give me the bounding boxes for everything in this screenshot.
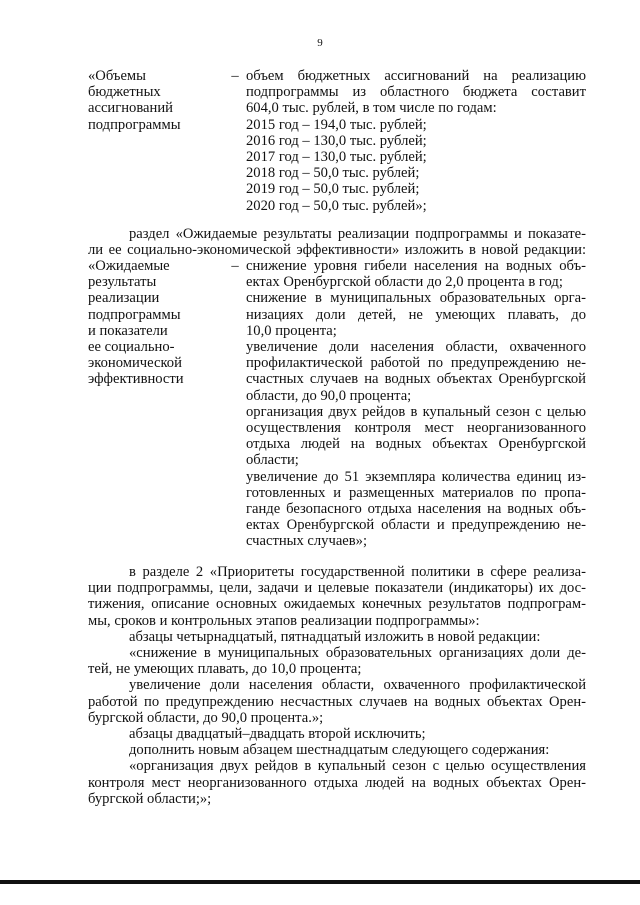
budget-line: подпрограммы из областного бюджета составит bbox=[246, 84, 586, 101]
budget-year-line: 2018 год – 50,0 тыс. рублей; bbox=[246, 165, 420, 182]
expected-label-line: реализации bbox=[88, 290, 160, 307]
budget-line: объем бюджетных ассигнований на реализацию bbox=[246, 68, 586, 84]
expected-line: ектах Оренбургской области до 2,0 процента в год; bbox=[246, 274, 563, 291]
expected-label-line: результаты bbox=[88, 274, 157, 291]
expected-line: организация двух рейдов в купальный сезон с целью bbox=[246, 403, 586, 420]
expected-line: счастных случаев»; bbox=[246, 533, 368, 550]
expected-line: увеличение до 51 экземпляра количества единиц из- bbox=[246, 468, 586, 485]
budget-volumes-block bbox=[88, 68, 586, 214]
paragraph-line: тижения, описание основных ожидаемых конечных результатов подпрограм- bbox=[88, 596, 586, 613]
paragraph-line: ли ее социально-экономической эффективности» изложить в новой редакции: bbox=[88, 242, 586, 259]
expected-line: готовленных и размещенных материалов по пропа- bbox=[246, 484, 586, 501]
expected-line: 10,0 процента; bbox=[246, 322, 337, 339]
budget-label-line: «Объемы bbox=[88, 68, 146, 84]
expected-line: снижение в муниципальных образовательных орга- bbox=[246, 290, 586, 307]
expected-label-line: эффективности bbox=[88, 371, 184, 388]
paragraph-line: контроля мест неорганизованного отдыха людей на водных объектах Орен- bbox=[88, 774, 586, 791]
paragraph-line: бургской области, до 90,0 процента.»; bbox=[88, 709, 324, 726]
expected-label-line: подпрограммы bbox=[88, 306, 181, 323]
expected-line: ганде безопасного отдыха населения на водных объ- bbox=[246, 501, 586, 518]
budget-dash: – bbox=[231, 68, 239, 84]
expected-text bbox=[246, 258, 586, 550]
budget-label-line: бюджетных bbox=[88, 84, 161, 101]
budget-label-line: ассигнований bbox=[88, 100, 173, 117]
page-number: 9 bbox=[317, 37, 323, 49]
expected-label-line: «Ожидаемые bbox=[88, 258, 170, 274]
bottom-rule bbox=[0, 880, 640, 884]
paragraph-line: «организация двух рейдов в купальный сезон с целью осуществления bbox=[129, 758, 586, 775]
expected-label bbox=[88, 258, 224, 550]
budget-year-line: 2016 год – 130,0 тыс. рублей; bbox=[246, 132, 427, 149]
paragraph-line: тей, не умеющих плавать, до 10,0 процента; bbox=[88, 661, 362, 678]
paragraph-line: раздел «Ожидаемые результаты реализации подпрограммы и показате- bbox=[129, 226, 586, 242]
paragraph-line: мы, сроков и контрольных этапов реализации подпрограммы»: bbox=[88, 612, 480, 629]
expected-line: осуществления контроля мест неорганизованного bbox=[246, 420, 586, 437]
expected-line: области, до 90,0 процента; bbox=[246, 387, 412, 404]
paragraph-line: бургской области;»; bbox=[88, 790, 212, 807]
paragraph-line: в разделе 2 «Приоритеты государственной политики в сфере реализа- bbox=[129, 564, 586, 580]
expected-label-line: и показатели bbox=[88, 322, 168, 339]
paragraph-line: работой по предупреждению несчастных случаев на водных объектах Орен- bbox=[88, 693, 586, 710]
budget-year-line: 2020 год – 50,0 тыс. рублей»; bbox=[246, 197, 427, 214]
paragraph-line: абзацы четырнадцатый, пятнадцатый изложить в новой редакции: bbox=[129, 628, 541, 645]
paragraph-line: ции подпрограммы, цели, задачи и целевые показатели (индикаторы) их дос- bbox=[88, 580, 586, 597]
paragraph-line: абзацы двадцатый–двадцать второй исключить; bbox=[129, 726, 426, 743]
expected-line: отдыха людей на водных объектах Оренбургской bbox=[246, 436, 586, 453]
expected-label-line: ее социально- bbox=[88, 339, 175, 356]
budget-label-line: подпрограммы bbox=[88, 116, 181, 133]
expected-line: профилактической работой по предупреждению не- bbox=[246, 355, 586, 372]
budget-text bbox=[246, 68, 586, 214]
expected-line: снижение уровня гибели населения на водных объ- bbox=[246, 258, 586, 274]
budget-year-line: 2017 год – 130,0 тыс. рублей; bbox=[246, 149, 427, 166]
budget-year-line: 2015 год – 194,0 тыс. рублей; bbox=[246, 116, 427, 133]
expected-line: ектах Оренбургской области и предупреждению не- bbox=[246, 517, 586, 534]
section-intro bbox=[88, 226, 586, 258]
expected-line: области; bbox=[246, 452, 299, 469]
expected-dash: – bbox=[231, 258, 239, 274]
expected-results-block bbox=[88, 258, 586, 550]
body-text bbox=[88, 564, 586, 807]
expected-label-line: экономической bbox=[88, 355, 182, 372]
expected-line: счастных случаев на водных объектах Оренбургской bbox=[246, 371, 586, 388]
budget-line: 604,0 тыс. рублей, в том числе по годам: bbox=[246, 100, 497, 117]
expected-line: увеличение доли населения области, охваченного bbox=[246, 339, 586, 356]
expected-line: низациях доли детей, не умеющих плавать, до bbox=[246, 306, 586, 323]
budget-year-line: 2019 год – 50,0 тыс. рублей; bbox=[246, 181, 420, 198]
budget-label bbox=[88, 68, 224, 214]
paragraph-line: увеличение доли населения области, охваченного профилактической bbox=[129, 677, 586, 694]
paragraph-line: «снижение в муниципальных образовательных организациях доли де- bbox=[129, 645, 586, 662]
paragraph-line: дополнить новым абзацем шестнадцатым следующего содержания: bbox=[129, 742, 550, 759]
